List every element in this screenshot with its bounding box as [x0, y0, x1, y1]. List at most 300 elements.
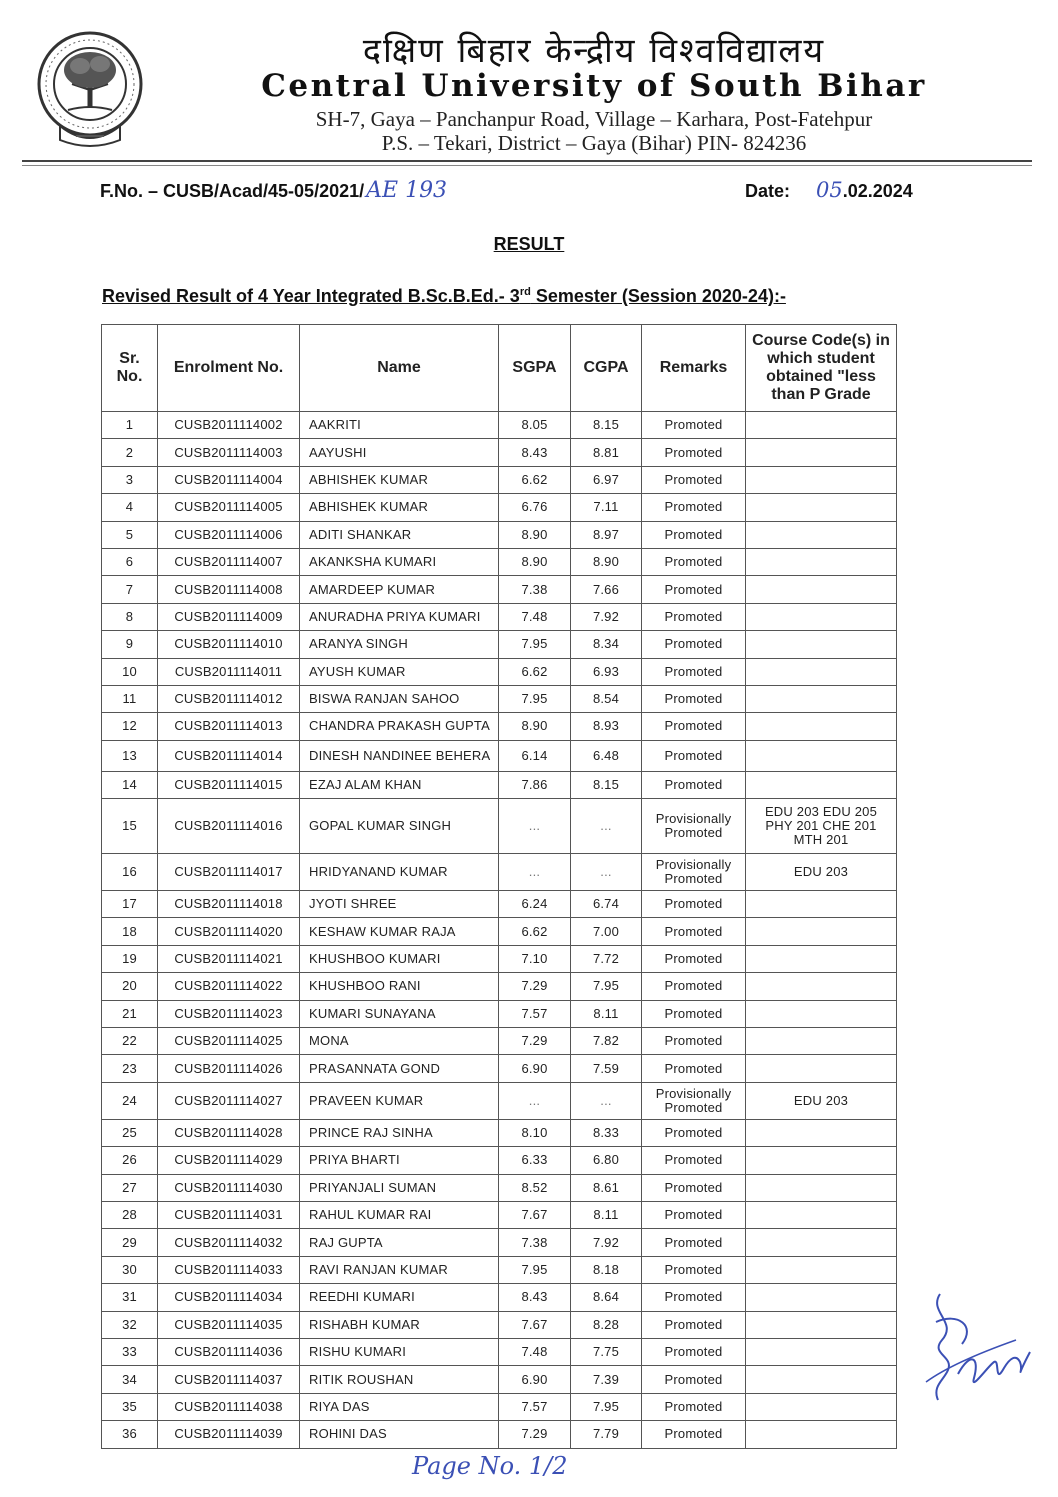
cell-sr-no: 18 — [102, 918, 158, 945]
cell-remarks: Promoted — [642, 1284, 746, 1311]
table-row — [102, 1311, 897, 1338]
cell-cgpa: 7.72 — [571, 945, 642, 972]
cell-enrolment: CUSB2011114030 — [158, 1174, 300, 1201]
cell-cgpa: 7.92 — [571, 1229, 642, 1256]
table-row — [102, 521, 897, 548]
cell-remarks: Promoted — [642, 740, 746, 771]
cell-remarks: Promoted — [642, 1147, 746, 1174]
cell-course-codes — [746, 1366, 897, 1393]
header-divider — [22, 160, 1032, 162]
cell-enrolment: CUSB2011114033 — [158, 1256, 300, 1283]
cell-sr-no: 8 — [102, 603, 158, 630]
cell-name: PRASANNATA GOND — [300, 1055, 499, 1082]
cell-remarks: Promoted — [642, 631, 746, 658]
handwritten-signature — [918, 1282, 1038, 1422]
address-line-1: SH-7, Gaya – Panchanpur Road, Village – Karhara, Post-Fatehpur — [315, 107, 873, 131]
cell-sr-no: 14 — [102, 771, 158, 798]
cell-cgpa: 8.33 — [571, 1119, 642, 1146]
cell-name: PRIYA BHARTI — [300, 1147, 499, 1174]
cell-enrolment: CUSB2011114031 — [158, 1201, 300, 1228]
university-name-hindi: दक्षिण बिहार केन्द्रीय विश्वविद्यालय — [362, 31, 826, 71]
cell-enrolment: CUSB2011114032 — [158, 1229, 300, 1256]
cell-sgpa: 7.29 — [499, 1421, 571, 1448]
cell-cgpa: 8.18 — [571, 1256, 642, 1283]
cell-remarks: Promoted — [642, 548, 746, 575]
cell-name: RITIK ROUSHAN — [300, 1366, 499, 1393]
file-number-handwritten: AE 193 — [366, 178, 448, 203]
cell-sr-no: 4 — [102, 494, 158, 521]
cell-cgpa: 6.80 — [571, 1147, 642, 1174]
cell-sr-no: 27 — [102, 1174, 158, 1201]
cell-sr-no: 5 — [102, 521, 158, 548]
cell-course-codes — [746, 891, 897, 918]
date-label: Date: — [745, 181, 791, 201]
cell-course-codes — [746, 1256, 897, 1283]
cell-enrolment: CUSB2011114027 — [158, 1082, 300, 1119]
cell-enrolment: CUSB2011114014 — [158, 740, 300, 771]
table-row — [102, 1028, 897, 1055]
table-row — [102, 740, 897, 771]
table-row — [102, 1256, 897, 1283]
cell-course-codes — [746, 771, 897, 798]
cell-cgpa: 8.93 — [571, 713, 642, 740]
cell-name: KESHAW KUMAR RAJA — [300, 918, 499, 945]
cell-cgpa: 8.15 — [571, 412, 642, 439]
cell-name: EZAJ ALAM KHAN — [300, 771, 499, 798]
cell-enrolment: CUSB2011114009 — [158, 603, 300, 630]
table-row — [102, 576, 897, 603]
results-table — [101, 324, 897, 1449]
cell-remarks: Promoted — [642, 945, 746, 972]
cell-name: AMARDEEP KUMAR — [300, 576, 499, 603]
cell-remarks: Provisionally Promoted — [642, 854, 746, 891]
table-row — [102, 1000, 897, 1027]
cell-sr-no: 25 — [102, 1119, 158, 1146]
cell-sgpa: 7.95 — [499, 1256, 571, 1283]
cell-name: CHANDRA PRAKASH GUPTA — [300, 713, 499, 740]
cell-cgpa: ... — [571, 854, 642, 891]
cell-sgpa: 7.48 — [499, 1338, 571, 1365]
cell-remarks: Promoted — [642, 973, 746, 1000]
cell-sgpa: 8.90 — [499, 521, 571, 548]
cell-remarks: Promoted — [642, 1119, 746, 1146]
cell-sr-no: 34 — [102, 1366, 158, 1393]
cell-cgpa: ... — [571, 799, 642, 854]
cell-cgpa: 8.28 — [571, 1311, 642, 1338]
cell-cgpa: 7.39 — [571, 1366, 642, 1393]
cell-enrolment: CUSB2011114039 — [158, 1421, 300, 1448]
result-heading: RESULT — [493, 234, 565, 254]
cell-remarks: Promoted — [642, 1366, 746, 1393]
cell-enrolment: CUSB2011114017 — [158, 854, 300, 891]
cell-name: RAVI RANJAN KUMAR — [300, 1256, 499, 1283]
cell-cgpa: 7.59 — [571, 1055, 642, 1082]
cell-sgpa: 8.90 — [499, 548, 571, 575]
cell-enrolment: CUSB2011114034 — [158, 1284, 300, 1311]
cell-sr-no: 36 — [102, 1421, 158, 1448]
cell-name: PRIYANJALI SUMAN — [300, 1174, 499, 1201]
cell-course-codes — [746, 1119, 897, 1146]
table-row — [102, 466, 897, 493]
cell-sgpa: 7.67 — [499, 1201, 571, 1228]
cell-course-codes — [746, 603, 897, 630]
header-enrolment: Enrolment No. — [158, 325, 300, 412]
cell-cgpa: 6.97 — [571, 466, 642, 493]
table-row — [102, 494, 897, 521]
cell-name: AAKRITI — [300, 412, 499, 439]
cell-course-codes — [746, 1028, 897, 1055]
table-row — [102, 1393, 897, 1420]
cell-sgpa: 6.62 — [499, 658, 571, 685]
cell-name: ROHINI DAS — [300, 1421, 499, 1448]
cell-sgpa: 6.62 — [499, 466, 571, 493]
cell-enrolment: CUSB2011114016 — [158, 799, 300, 854]
cell-sgpa: 6.14 — [499, 740, 571, 771]
cell-remarks: Promoted — [642, 1201, 746, 1228]
cell-sgpa: 7.95 — [499, 685, 571, 712]
table-row — [102, 631, 897, 658]
cell-sr-no: 20 — [102, 973, 158, 1000]
cell-sgpa: 8.52 — [499, 1174, 571, 1201]
cell-sr-no: 1 — [102, 412, 158, 439]
cell-course-codes — [746, 1393, 897, 1420]
cell-cgpa: 7.00 — [571, 918, 642, 945]
cell-sgpa: 6.76 — [499, 494, 571, 521]
table-row — [102, 771, 897, 798]
cell-name: RAJ GUPTA — [300, 1229, 499, 1256]
cell-course-codes — [746, 945, 897, 972]
cell-enrolment: CUSB2011114029 — [158, 1147, 300, 1174]
table-row — [102, 1421, 897, 1448]
cell-cgpa: 8.90 — [571, 548, 642, 575]
cell-cgpa: 7.95 — [571, 973, 642, 1000]
cell-remarks: Provisionally Promoted — [642, 1082, 746, 1119]
cell-sr-no: 31 — [102, 1284, 158, 1311]
table-row — [102, 1366, 897, 1393]
cell-name: AAYUSHI — [300, 439, 499, 466]
cell-course-codes — [746, 466, 897, 493]
cell-sr-no: 7 — [102, 576, 158, 603]
cell-sgpa: 8.43 — [499, 1284, 571, 1311]
cell-cgpa: 7.75 — [571, 1338, 642, 1365]
cell-sgpa: 7.38 — [499, 1229, 571, 1256]
cell-course-codes — [746, 1000, 897, 1027]
cell-course-codes — [746, 685, 897, 712]
table-row — [102, 603, 897, 630]
cell-course-codes — [746, 918, 897, 945]
cell-course-codes — [746, 1284, 897, 1311]
cell-course-codes — [746, 973, 897, 1000]
cell-sr-no: 23 — [102, 1055, 158, 1082]
cell-sgpa: ... — [499, 799, 571, 854]
cell-name: GOPAL KUMAR SINGH — [300, 799, 499, 854]
cell-course-codes — [746, 631, 897, 658]
header-name: Name — [300, 325, 499, 412]
cell-sgpa: 7.29 — [499, 973, 571, 1000]
university-name-english: Central University of South Bihar — [261, 68, 927, 104]
cell-remarks: Promoted — [642, 603, 746, 630]
cell-name: DINESH NANDINEE BEHERA — [300, 740, 499, 771]
table-row — [102, 1229, 897, 1256]
cell-course-codes — [746, 658, 897, 685]
cell-sr-no: 30 — [102, 1256, 158, 1283]
cell-name: HRIDYANAND KUMAR — [300, 854, 499, 891]
cell-sr-no: 13 — [102, 740, 158, 771]
cell-cgpa: 8.54 — [571, 685, 642, 712]
cell-sgpa: ... — [499, 1082, 571, 1119]
cell-sgpa: 6.90 — [499, 1366, 571, 1393]
table-row — [102, 1174, 897, 1201]
cell-enrolment: CUSB2011114021 — [158, 945, 300, 972]
cell-cgpa: 6.74 — [571, 891, 642, 918]
cell-sr-no: 26 — [102, 1147, 158, 1174]
cell-enrolment: CUSB2011114013 — [158, 713, 300, 740]
cell-course-codes — [746, 1311, 897, 1338]
table-row — [102, 1201, 897, 1228]
cell-remarks: Promoted — [642, 1338, 746, 1365]
cell-name: KHUSHBOO RANI — [300, 973, 499, 1000]
cell-remarks: Promoted — [642, 1000, 746, 1027]
cell-sr-no: 32 — [102, 1311, 158, 1338]
cell-remarks: Promoted — [642, 576, 746, 603]
cell-course-codes — [746, 1147, 897, 1174]
cell-enrolment: CUSB2011114006 — [158, 521, 300, 548]
cell-name: RISHABH KUMAR — [300, 1311, 499, 1338]
cell-remarks: Promoted — [642, 439, 746, 466]
cell-enrolment: CUSB2011114018 — [158, 891, 300, 918]
cell-sr-no: 9 — [102, 631, 158, 658]
table-row — [102, 685, 897, 712]
cell-remarks: Promoted — [642, 658, 746, 685]
table-row — [102, 1119, 897, 1146]
table-row — [102, 658, 897, 685]
cell-cgpa: 6.93 — [571, 658, 642, 685]
cell-course-codes: EDU 203 — [746, 1082, 897, 1119]
cell-sgpa: 8.43 — [499, 439, 571, 466]
address-line-2: P.S. – Tekari, District – Gaya (Bihar) PIN- 824236 — [381, 131, 807, 155]
cell-course-codes — [746, 521, 897, 548]
cell-name: ABHISHEK KUMAR — [300, 466, 499, 493]
cell-sgpa: 6.33 — [499, 1147, 571, 1174]
cell-cgpa: 7.11 — [571, 494, 642, 521]
cell-name: REEDHI KUMARI — [300, 1284, 499, 1311]
cell-sgpa: 7.67 — [499, 1311, 571, 1338]
cell-sr-no: 2 — [102, 439, 158, 466]
table-row — [102, 1147, 897, 1174]
cell-course-codes — [746, 1174, 897, 1201]
table-row — [102, 713, 897, 740]
cell-enrolment: CUSB2011114015 — [158, 771, 300, 798]
cell-cgpa: 8.11 — [571, 1201, 642, 1228]
cell-enrolment: CUSB2011114026 — [158, 1055, 300, 1082]
cell-remarks: Promoted — [642, 412, 746, 439]
cell-sr-no: 6 — [102, 548, 158, 575]
cell-sr-no: 11 — [102, 685, 158, 712]
cell-sr-no: 28 — [102, 1201, 158, 1228]
cell-enrolment: CUSB2011114022 — [158, 973, 300, 1000]
cell-name: KHUSHBOO KUMARI — [300, 945, 499, 972]
cell-sr-no: 22 — [102, 1028, 158, 1055]
cell-course-codes — [746, 412, 897, 439]
cell-sgpa: 8.10 — [499, 1119, 571, 1146]
cell-cgpa: 7.95 — [571, 1393, 642, 1420]
cell-name: MONA — [300, 1028, 499, 1055]
header-sr-no: Sr. No. — [102, 325, 158, 412]
cell-course-codes — [746, 713, 897, 740]
cell-remarks: Promoted — [642, 521, 746, 548]
table-row — [102, 1082, 897, 1119]
cell-cgpa: 7.82 — [571, 1028, 642, 1055]
cell-enrolment: CUSB2011114035 — [158, 1311, 300, 1338]
cell-name: PRINCE RAJ SINHA — [300, 1119, 499, 1146]
cell-cgpa: 6.48 — [571, 740, 642, 771]
cell-course-codes — [746, 548, 897, 575]
cell-course-codes — [746, 740, 897, 771]
cell-sgpa: ... — [499, 854, 571, 891]
table-body — [102, 412, 897, 1449]
cell-cgpa: 7.79 — [571, 1421, 642, 1448]
cell-enrolment: CUSB2011114028 — [158, 1119, 300, 1146]
header-cgpa: CGPA — [571, 325, 642, 412]
cell-remarks: Promoted — [642, 1421, 746, 1448]
cell-sgpa: 6.90 — [499, 1055, 571, 1082]
cell-remarks: Promoted — [642, 918, 746, 945]
university-seal — [36, 28, 144, 148]
header-sgpa: SGPA — [499, 325, 571, 412]
cell-name: ARANYA SINGH — [300, 631, 499, 658]
cell-cgpa: 8.81 — [571, 439, 642, 466]
header-course-codes: Course Code(s) in which student obtained "less than P Grade — [746, 325, 897, 412]
cell-remarks: Promoted — [642, 1393, 746, 1420]
cell-cgpa: 7.66 — [571, 576, 642, 603]
cell-sgpa: 7.95 — [499, 631, 571, 658]
cell-enrolment: CUSB2011114007 — [158, 548, 300, 575]
cell-enrolment: CUSB2011114012 — [158, 685, 300, 712]
table-header-row — [102, 325, 897, 412]
cell-sgpa: 7.57 — [499, 1000, 571, 1027]
cell-sr-no: 16 — [102, 854, 158, 891]
table-row — [102, 439, 897, 466]
cell-sr-no: 24 — [102, 1082, 158, 1119]
cell-course-codes — [746, 494, 897, 521]
cell-sr-no: 21 — [102, 1000, 158, 1027]
cell-course-codes — [746, 1229, 897, 1256]
cell-remarks: Promoted — [642, 1311, 746, 1338]
cell-sgpa: 6.24 — [499, 891, 571, 918]
cell-sgpa: 7.10 — [499, 945, 571, 972]
cell-name: ABHISHEK KUMAR — [300, 494, 499, 521]
cell-remarks: Promoted — [642, 1229, 746, 1256]
cell-name: RISHU KUMARI — [300, 1338, 499, 1365]
table-row — [102, 891, 897, 918]
cell-course-codes — [746, 1338, 897, 1365]
cell-enrolment: CUSB2011114038 — [158, 1393, 300, 1420]
cell-remarks: Promoted — [642, 891, 746, 918]
cell-enrolment: CUSB2011114011 — [158, 658, 300, 685]
cell-sr-no: 35 — [102, 1393, 158, 1420]
cell-sr-no: 10 — [102, 658, 158, 685]
table-row — [102, 973, 897, 1000]
cell-remarks: Promoted — [642, 494, 746, 521]
cell-course-codes — [746, 1201, 897, 1228]
cell-enrolment: CUSB2011114036 — [158, 1338, 300, 1365]
cell-course-codes — [746, 1055, 897, 1082]
cell-sgpa: 8.05 — [499, 412, 571, 439]
cell-cgpa: ... — [571, 1082, 642, 1119]
date-rest: .02.2024 — [842, 181, 913, 201]
cell-sr-no: 19 — [102, 945, 158, 972]
cell-enrolment: CUSB2011114003 — [158, 439, 300, 466]
cell-course-codes: EDU 203 — [746, 854, 897, 891]
table-row — [102, 1055, 897, 1082]
cell-enrolment: CUSB2011114025 — [158, 1028, 300, 1055]
cell-remarks: Promoted — [642, 1256, 746, 1283]
table-row — [102, 412, 897, 439]
cell-sr-no: 33 — [102, 1338, 158, 1365]
file-number — [100, 178, 447, 203]
date — [745, 178, 913, 202]
cell-course-codes — [746, 576, 897, 603]
cell-enrolment: CUSB2011114008 — [158, 576, 300, 603]
cell-enrolment: CUSB2011114004 — [158, 466, 300, 493]
cell-remarks: Promoted — [642, 466, 746, 493]
cell-name: PRAVEEN KUMAR — [300, 1082, 499, 1119]
table-row — [102, 854, 897, 891]
cell-sgpa: 8.90 — [499, 713, 571, 740]
page-number: Page No. 1/2 — [412, 1452, 568, 1480]
cell-name: BISWA RANJAN SAHOO — [300, 685, 499, 712]
cell-sr-no: 17 — [102, 891, 158, 918]
cell-remarks: Promoted — [642, 1028, 746, 1055]
cell-sgpa: 7.86 — [499, 771, 571, 798]
cell-cgpa: 8.34 — [571, 631, 642, 658]
table-row — [102, 1284, 897, 1311]
cell-cgpa: 8.61 — [571, 1174, 642, 1201]
cell-remarks: Promoted — [642, 713, 746, 740]
cell-name: RIYA DAS — [300, 1393, 499, 1420]
cell-enrolment: CUSB2011114023 — [158, 1000, 300, 1027]
table-row — [102, 548, 897, 575]
cell-enrolment: CUSB2011114002 — [158, 412, 300, 439]
file-number-prefix: F.No. – CUSB/Acad/45-05/2021/ — [100, 181, 365, 201]
cell-name: KUMARI SUNAYANA — [300, 1000, 499, 1027]
cell-enrolment: CUSB2011114037 — [158, 1366, 300, 1393]
cell-name: AKANKSHA KUMARI — [300, 548, 499, 575]
cell-remarks: Promoted — [642, 685, 746, 712]
cell-cgpa: 8.15 — [571, 771, 642, 798]
cell-name: AYUSH KUMAR — [300, 658, 499, 685]
result-subtitle: Revised Result of 4 Year Integrated B.Sc.B.Ed.- 3rd Semester (Session 2020-24):- — [102, 286, 786, 306]
cell-name: JYOTI SHREE — [300, 891, 499, 918]
cell-cgpa: 8.64 — [571, 1284, 642, 1311]
cell-sgpa: 7.57 — [499, 1393, 571, 1420]
table-row — [102, 918, 897, 945]
cell-name: ADITI SHANKAR — [300, 521, 499, 548]
cell-sr-no: 12 — [102, 713, 158, 740]
cell-course-codes — [746, 1421, 897, 1448]
cell-course-codes: EDU 203 EDU 205 PHY 201 CHE 201 MTH 201 — [746, 799, 897, 854]
cell-enrolment: CUSB2011114010 — [158, 631, 300, 658]
cell-sgpa: 7.48 — [499, 603, 571, 630]
cell-remarks: Promoted — [642, 771, 746, 798]
cell-remarks: Promoted — [642, 1055, 746, 1082]
date-handwritten-day: 05 — [816, 178, 843, 202]
cell-enrolment: CUSB2011114020 — [158, 918, 300, 945]
cell-cgpa: 8.97 — [571, 521, 642, 548]
table-row — [102, 1338, 897, 1365]
cell-sgpa: 7.38 — [499, 576, 571, 603]
header-divider-thin — [22, 165, 1032, 166]
